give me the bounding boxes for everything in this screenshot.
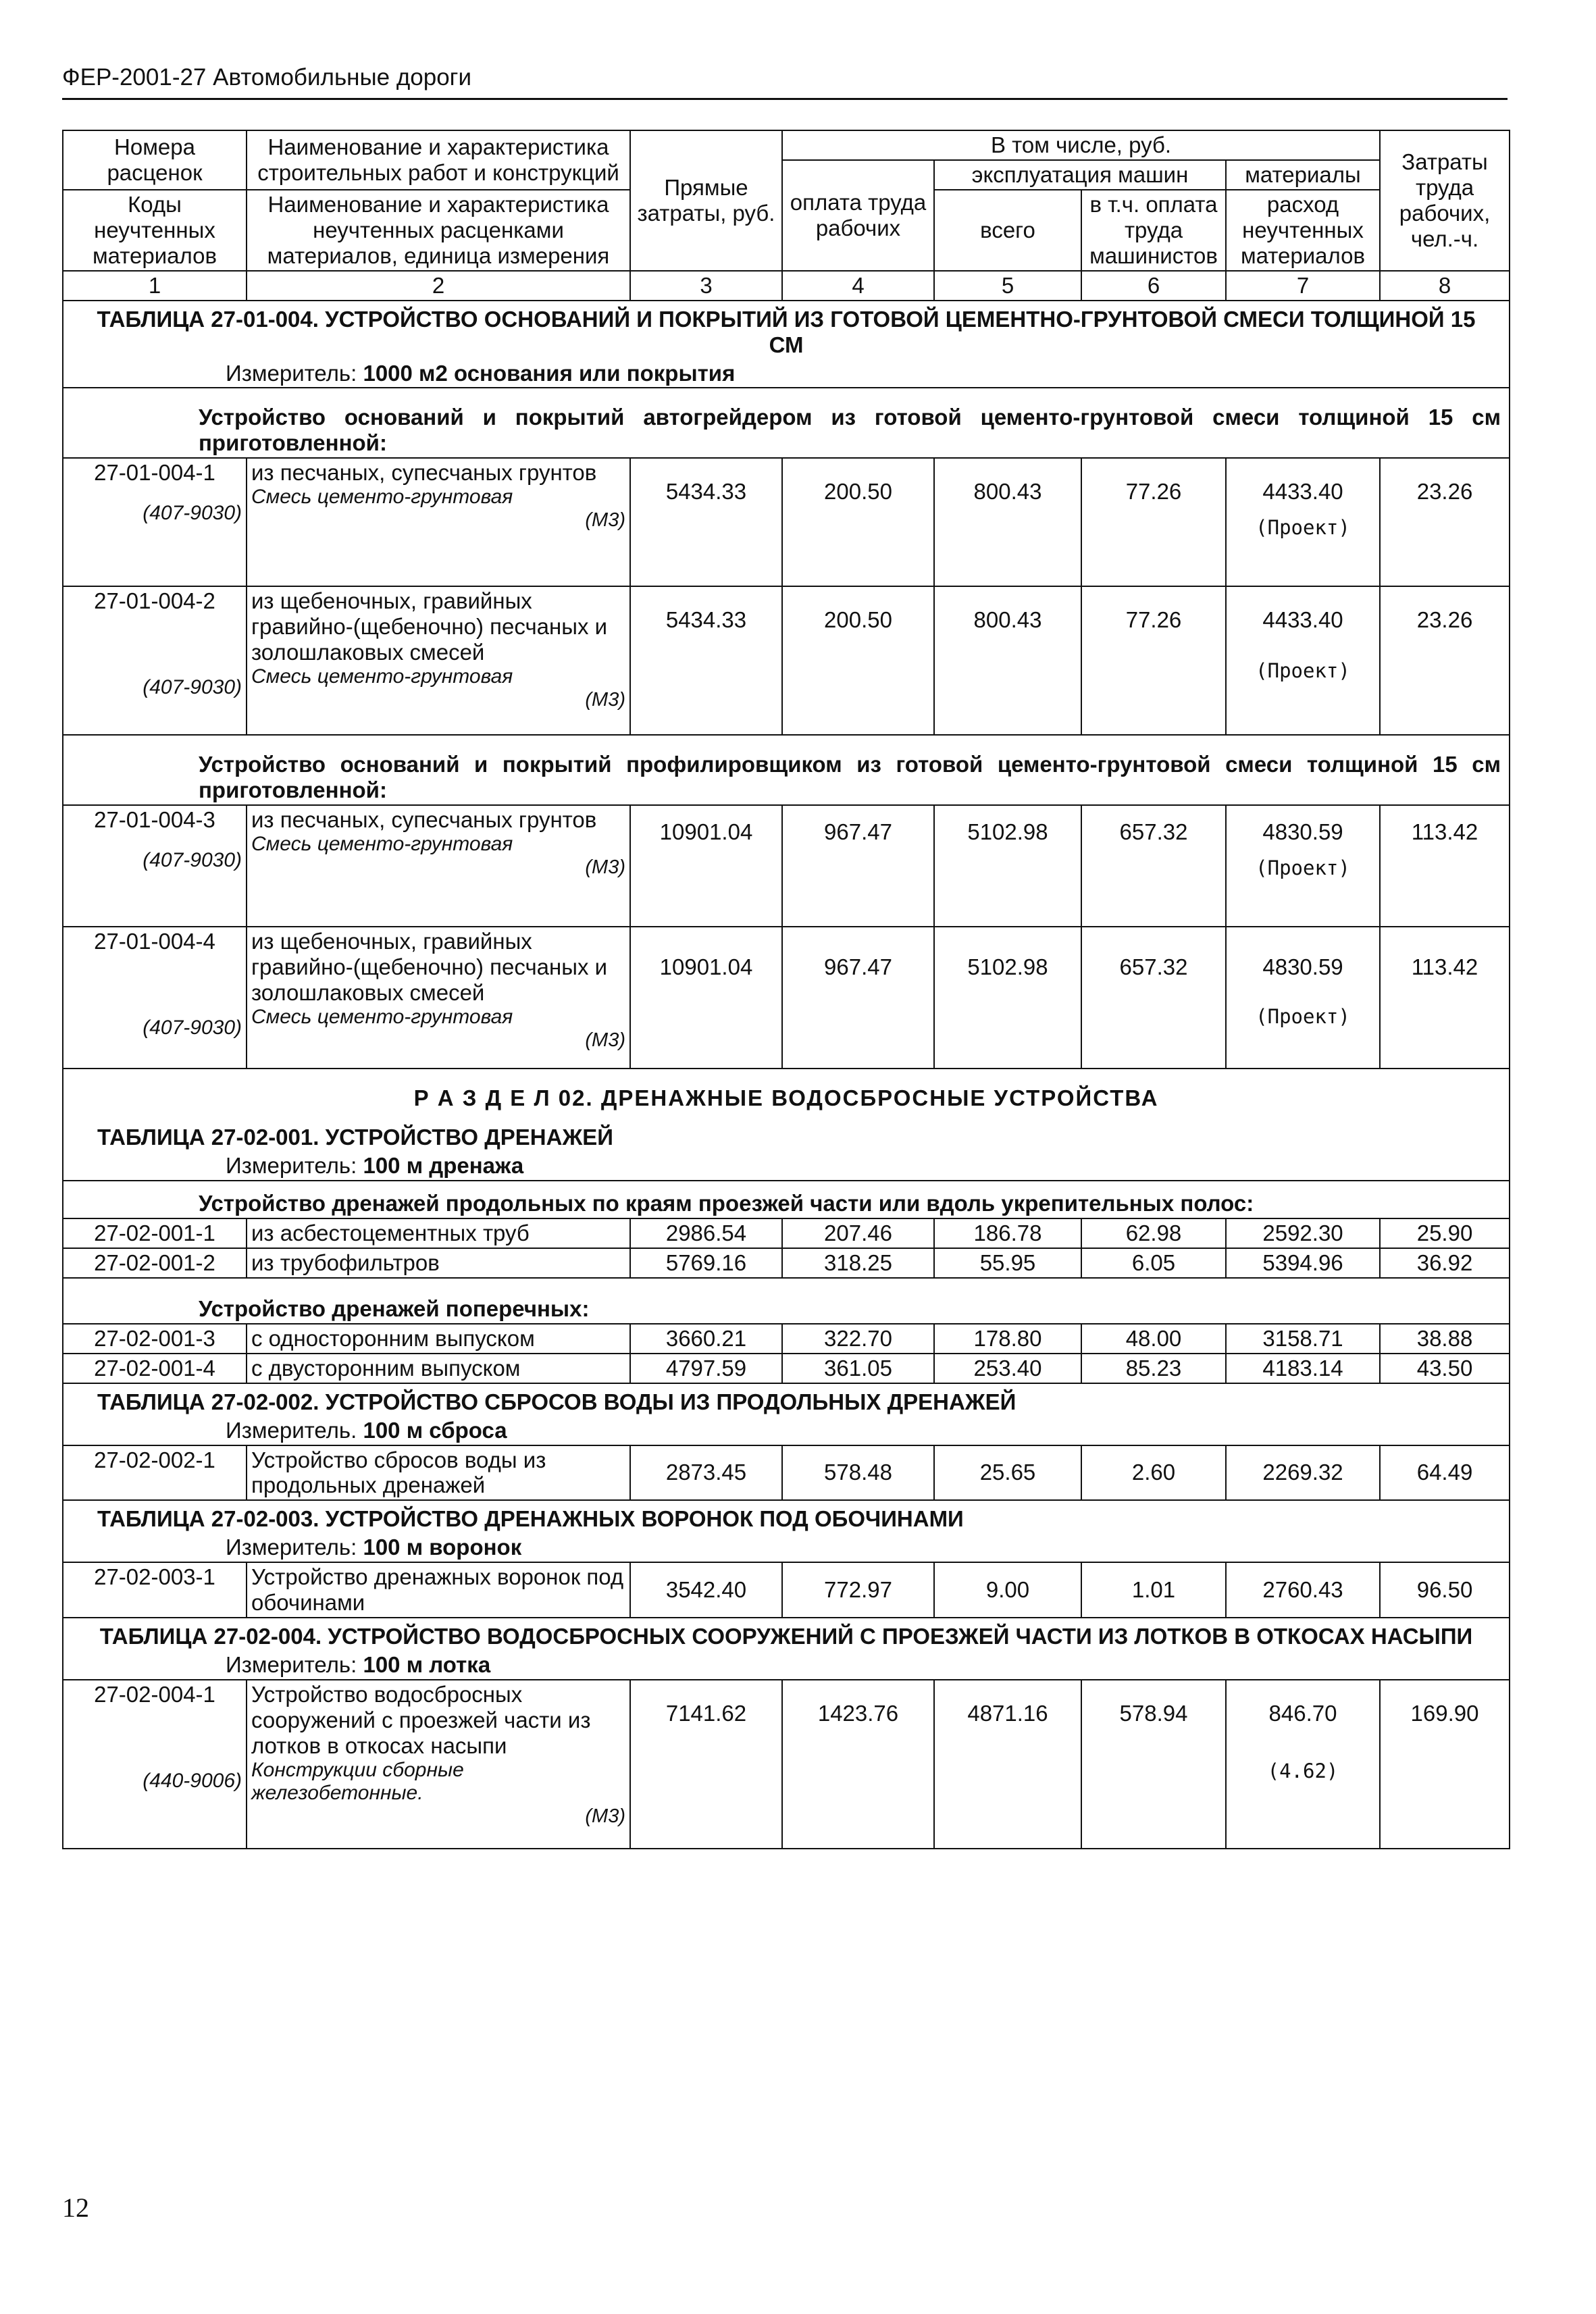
wages: 200.50 xyxy=(782,458,934,586)
measure-value: 1000 м2 основания или покрытия xyxy=(363,360,736,386)
rate-code: 27-01-004-1 xyxy=(94,460,215,486)
measure-label: Измеритель: xyxy=(226,1153,357,1179)
work-description: из трубофильтров xyxy=(247,1248,630,1278)
material-unit: (М3) xyxy=(585,688,625,711)
table-row xyxy=(63,586,1510,735)
material-quantity: (4.62) xyxy=(1267,1759,1339,1782)
col-num: 1 xyxy=(63,271,247,301)
measure-label: Измеритель: xyxy=(226,1652,357,1678)
wages: 967.47 xyxy=(782,927,934,1069)
measure-label: Измеритель. xyxy=(226,1417,357,1443)
labor-hours: 38.88 xyxy=(1380,1324,1510,1354)
machinists-wages: 77.26 xyxy=(1081,458,1226,586)
work-description-cell xyxy=(247,805,630,927)
col-num: 3 xyxy=(630,271,782,301)
material-quantity: (Проект) xyxy=(1256,856,1350,880)
material-code: (407-9030) xyxy=(143,502,242,525)
labor-hours: 43.50 xyxy=(1380,1354,1510,1383)
table-title-row xyxy=(63,1500,1510,1533)
rate-code: 27-02-001-1 xyxy=(63,1218,247,1248)
work-description-cell xyxy=(247,927,630,1069)
rate-code-cell xyxy=(63,805,247,927)
work-description-cell xyxy=(247,1680,630,1849)
direct-costs: 2986.54 xyxy=(630,1218,782,1248)
rate-code: 27-01-004-4 xyxy=(94,929,215,954)
machinists-wages: 6.05 xyxy=(1081,1248,1226,1278)
col-num: 6 xyxy=(1081,271,1226,301)
machines-total: 800.43 xyxy=(934,586,1081,735)
work-description: из щебеночных, гравийных гравийно-(щебеночно) песчаных и золошлаковых смесей xyxy=(251,929,608,1006)
machines-total: 5102.98 xyxy=(934,927,1081,1069)
rate-code: 27-01-004-2 xyxy=(94,588,215,614)
measure-row xyxy=(63,1651,1510,1680)
wages: 207.46 xyxy=(782,1218,934,1248)
wages: 361.05 xyxy=(782,1354,934,1383)
table-title: ТАБЛИЦА 27-02-003. УСТРОЙСТВО ДРЕНАЖНЫХ ВОРОНОК ПОД ОБОЧИНАМИ xyxy=(63,1500,1510,1533)
machinists-wages: 62.98 xyxy=(1081,1218,1226,1248)
col-num: 2 xyxy=(247,271,630,301)
material-name: Конструкции сборные железобетонные. xyxy=(251,1758,464,1805)
col-head-materials: материалы xyxy=(1226,160,1380,190)
machinists-wages: 77.26 xyxy=(1081,586,1226,735)
rate-code-cell xyxy=(63,586,247,735)
table-title: ТАБЛИЦА 27-02-004. УСТРОЙСТВО ВОДОСБРОСНЫХ СООРУЖЕНИЙ С ПРОЕЗЖЕЙ ЧАСТИ ИЗ ЛОТКОВ В ОТКОСАХ НАСЫПИ xyxy=(63,1618,1510,1651)
col-head-machines: эксплуатация машин xyxy=(934,160,1226,190)
machines-total: 186.78 xyxy=(934,1218,1081,1248)
subheading-row xyxy=(63,735,1510,805)
labor-hours: 64.49 xyxy=(1380,1445,1510,1501)
section-heading: Р А З Д Е Л 02. ДРЕНАЖНЫЕ ВОДОСБРОСНЫЕ УСТРОЙСТВА xyxy=(63,1069,1510,1119)
measure-unit xyxy=(63,1533,1510,1562)
material-unit: (М3) xyxy=(585,509,625,531)
measure-value: 100 м лотка xyxy=(363,1652,491,1678)
machinists-wages: 2.60 xyxy=(1081,1445,1226,1501)
direct-costs: 5434.33 xyxy=(630,586,782,735)
materials-value: 4183.14 xyxy=(1226,1354,1380,1383)
materials-value: 4830.59 xyxy=(1262,954,1343,980)
table-row xyxy=(63,927,1510,1069)
materials-value: 4433.40 xyxy=(1262,479,1343,505)
col-num: 8 xyxy=(1380,271,1510,301)
table-row xyxy=(63,1324,1510,1354)
wages: 578.48 xyxy=(782,1445,934,1501)
wages: 318.25 xyxy=(782,1248,934,1278)
materials-cell xyxy=(1226,927,1380,1069)
labor-hours: 23.26 xyxy=(1380,586,1510,735)
direct-costs: 10901.04 xyxy=(630,927,782,1069)
material-code: (440-9006) xyxy=(143,1769,242,1792)
measure-label: Измеритель: xyxy=(226,1535,357,1560)
col-num: 4 xyxy=(782,271,934,301)
measure-value: 100 м воронок xyxy=(363,1535,522,1560)
materials-cell xyxy=(1226,1680,1380,1849)
wages: 772.97 xyxy=(782,1562,934,1618)
measure-row xyxy=(63,1533,1510,1562)
direct-costs: 10901.04 xyxy=(630,805,782,927)
rate-code: 27-02-001-2 xyxy=(63,1248,247,1278)
header-row-1 xyxy=(63,130,1510,160)
materials-value: 3158.71 xyxy=(1226,1324,1380,1354)
rate-code-cell xyxy=(63,1680,247,1849)
work-description: с двусторонним выпуском xyxy=(247,1354,630,1383)
machinists-wages: 48.00 xyxy=(1081,1324,1226,1354)
material-code: (407-9030) xyxy=(143,1017,242,1039)
work-description: из песчаных, супесчаных грунтов xyxy=(251,460,597,486)
rate-code-cell xyxy=(63,458,247,586)
rate-code: 27-02-001-4 xyxy=(63,1354,247,1383)
direct-costs: 4797.59 xyxy=(630,1354,782,1383)
machinists-wages: 1.01 xyxy=(1081,1562,1226,1618)
work-description: из песчаных, супесчаных грунтов xyxy=(251,807,597,833)
col-num: 7 xyxy=(1226,271,1380,301)
materials-value: 2760.43 xyxy=(1226,1562,1380,1618)
table-row xyxy=(63,805,1510,927)
col-head-wages: оплата труда рабочих xyxy=(782,160,934,271)
materials-cell xyxy=(1226,458,1380,586)
col-head-work-name: Наименование и характеристика строительных работ и конструкций xyxy=(247,130,630,190)
rate-code: 27-02-001-3 xyxy=(63,1324,247,1354)
material-name: Смесь цементо-грунтовая xyxy=(251,486,513,509)
subheading-row xyxy=(63,1278,1510,1324)
material-quantity: (Проект) xyxy=(1256,659,1350,683)
measure-unit xyxy=(63,1651,1510,1680)
labor-hours: 23.26 xyxy=(1380,458,1510,586)
table-row xyxy=(63,1354,1510,1383)
material-unit: (М3) xyxy=(585,1029,625,1051)
work-description: с односторонним выпуском xyxy=(247,1324,630,1354)
material-name: Смесь цементо-грунтовая xyxy=(251,833,513,856)
measure-row xyxy=(63,1416,1510,1445)
running-header: ФЕР-2001-27 Автомобильные дороги xyxy=(62,64,471,91)
measure-unit xyxy=(63,1152,1510,1181)
labor-hours: 169.90 xyxy=(1380,1680,1510,1849)
materials-cell xyxy=(1226,805,1380,927)
table-row xyxy=(63,458,1510,586)
materials-value: 5394.96 xyxy=(1226,1248,1380,1278)
rates-table xyxy=(62,130,1510,1849)
subheading: Устройство оснований и покрытий профилировщиком из готовой цементо-грунтовой смеси толщиной 15 см приготовленной: xyxy=(63,735,1510,805)
work-description: из щебеночных, гравийных гравийно-(щебеночно) песчаных и золошлаковых смесей xyxy=(251,588,608,665)
table-title-row xyxy=(63,1618,1510,1651)
rate-code-cell xyxy=(63,927,247,1069)
work-description-cell xyxy=(247,458,630,586)
page-number: 12 xyxy=(62,2192,89,2223)
machines-total: 253.40 xyxy=(934,1354,1081,1383)
table-title: ТАБЛИЦА 27-02-001. УСТРОЙСТВО ДРЕНАЖЕЙ xyxy=(63,1119,1510,1152)
machines-total: 4871.16 xyxy=(934,1680,1081,1849)
direct-costs: 2873.45 xyxy=(630,1445,782,1501)
direct-costs: 3542.40 xyxy=(630,1562,782,1618)
table-row xyxy=(63,1680,1510,1849)
column-number-row xyxy=(63,271,1510,301)
measure-label: Измеритель: xyxy=(226,360,357,386)
direct-costs: 5769.16 xyxy=(630,1248,782,1278)
col-head-material-codes: Коды неучтенных материалов xyxy=(63,190,247,271)
table-row xyxy=(63,1218,1510,1248)
labor-hours: 36.92 xyxy=(1380,1248,1510,1278)
materials-cell xyxy=(1226,586,1380,735)
col-head-including: В том числе, руб. xyxy=(782,130,1380,160)
labor-hours: 113.42 xyxy=(1380,927,1510,1069)
machinists-wages: 657.32 xyxy=(1081,805,1226,927)
labor-hours: 25.90 xyxy=(1380,1218,1510,1248)
measure-unit xyxy=(63,1416,1510,1445)
direct-costs: 3660.21 xyxy=(630,1324,782,1354)
materials-value: 2269.32 xyxy=(1226,1445,1380,1501)
wages: 200.50 xyxy=(782,586,934,735)
subheading-row xyxy=(63,388,1510,458)
labor-hours: 96.50 xyxy=(1380,1562,1510,1618)
subheading: Устройство оснований и покрытий автогрейдером из готовой цементо-грунтовой смеси толщиной 15 см приготовленной: xyxy=(63,388,1510,458)
header-rule xyxy=(62,98,1508,100)
wages: 322.70 xyxy=(782,1324,934,1354)
machinists-wages: 657.32 xyxy=(1081,927,1226,1069)
table-row xyxy=(63,1562,1510,1618)
work-description-cell xyxy=(247,586,630,735)
material-quantity: (Проект) xyxy=(1256,1005,1350,1029)
wages: 967.47 xyxy=(782,805,934,927)
work-description: из асбестоцементных труб xyxy=(247,1218,630,1248)
rate-code: 27-02-004-1 xyxy=(94,1682,215,1707)
measure-row xyxy=(63,1152,1510,1181)
wages: 1423.76 xyxy=(782,1680,934,1849)
col-head-machines-total: всего xyxy=(934,190,1081,271)
work-description: Устройство дренажных воронок под обочинами xyxy=(247,1562,630,1618)
col-head-machinists-wages: в т.ч. оплата труда машинистов xyxy=(1081,190,1226,271)
work-description: Устройство сбросов воды из продольных дренажей xyxy=(247,1445,630,1501)
material-name: Смесь цементо-грунтовая xyxy=(251,665,513,688)
subheading-row xyxy=(63,1181,1510,1218)
machines-total: 9.00 xyxy=(934,1562,1081,1618)
materials-value: 4830.59 xyxy=(1262,819,1343,845)
table-title: ТАБЛИЦА 27-02-002. УСТРОЙСТВО СБРОСОВ ВОДЫ ИЗ ПРОДОЛЬНЫХ ДРЕНАЖЕЙ xyxy=(63,1383,1510,1416)
material-quantity: (Проект) xyxy=(1256,516,1350,540)
measure-value: 100 м дренажа xyxy=(363,1153,524,1179)
material-unit: (М3) xyxy=(585,1805,625,1827)
table-title-row xyxy=(63,301,1510,359)
machines-total: 178.80 xyxy=(934,1324,1081,1354)
rate-code: 27-02-003-1 xyxy=(63,1562,247,1618)
machines-total: 5102.98 xyxy=(934,805,1081,927)
machines-total: 800.43 xyxy=(934,458,1081,586)
work-description: Устройство водосбросных сооружений с проезжей части из лотков в откосах насыпи xyxy=(251,1682,591,1758)
material-code: (407-9030) xyxy=(143,676,242,699)
materials-value: 4433.40 xyxy=(1262,607,1343,633)
direct-costs: 5434.33 xyxy=(630,458,782,586)
machines-total: 55.95 xyxy=(934,1248,1081,1278)
table-title-row xyxy=(63,1383,1510,1416)
rate-code: 27-02-002-1 xyxy=(63,1445,247,1501)
materials-value: 846.70 xyxy=(1268,1701,1337,1726)
subheading: Устройство дренажей продольных по краям проезжей части или вдоль укрепительных полос: xyxy=(63,1181,1510,1218)
subheading: Устройство дренажей поперечных: xyxy=(63,1278,1510,1324)
rate-code: 27-01-004-3 xyxy=(94,807,215,833)
measure-unit xyxy=(63,359,1510,388)
table-row xyxy=(63,1445,1510,1501)
material-unit: (М3) xyxy=(585,856,625,878)
col-head-rate-numbers: Номера расценок xyxy=(63,130,247,190)
machinists-wages: 578.94 xyxy=(1081,1680,1226,1849)
material-name: Смесь цементо-грунтовая xyxy=(251,1006,513,1028)
materials-value: 2592.30 xyxy=(1226,1218,1380,1248)
measure-row xyxy=(63,359,1510,388)
direct-costs: 7141.62 xyxy=(630,1680,782,1849)
col-head-labor: Затраты труда рабочих, чел.-ч. xyxy=(1380,130,1510,271)
col-head-material-use: расход неучтенных материалов xyxy=(1226,190,1380,271)
machines-total: 25.65 xyxy=(934,1445,1081,1501)
machinists-wages: 85.23 xyxy=(1081,1354,1226,1383)
table-row xyxy=(63,1248,1510,1278)
col-num: 5 xyxy=(934,271,1081,301)
measure-value: 100 м сброса xyxy=(363,1417,507,1443)
section-row xyxy=(63,1069,1510,1119)
table-title: ТАБЛИЦА 27-01-004. УСТРОЙСТВО ОСНОВАНИЙ И ПОКРЫТИЙ ИЗ ГОТОВОЙ ЦЕМЕНТНО-ГРУНТОВОЙ СМЕСИ ТОЛЩИНОЙ 15 СМ xyxy=(63,301,1510,359)
table-title-row xyxy=(63,1119,1510,1152)
labor-hours: 113.42 xyxy=(1380,805,1510,927)
col-head-direct-costs: Прямые затраты, руб. xyxy=(630,130,782,271)
col-head-material-names: Наименование и характеристика неучтенных расценками материалов, единица измерения xyxy=(247,190,630,271)
material-code: (407-9030) xyxy=(143,849,242,872)
